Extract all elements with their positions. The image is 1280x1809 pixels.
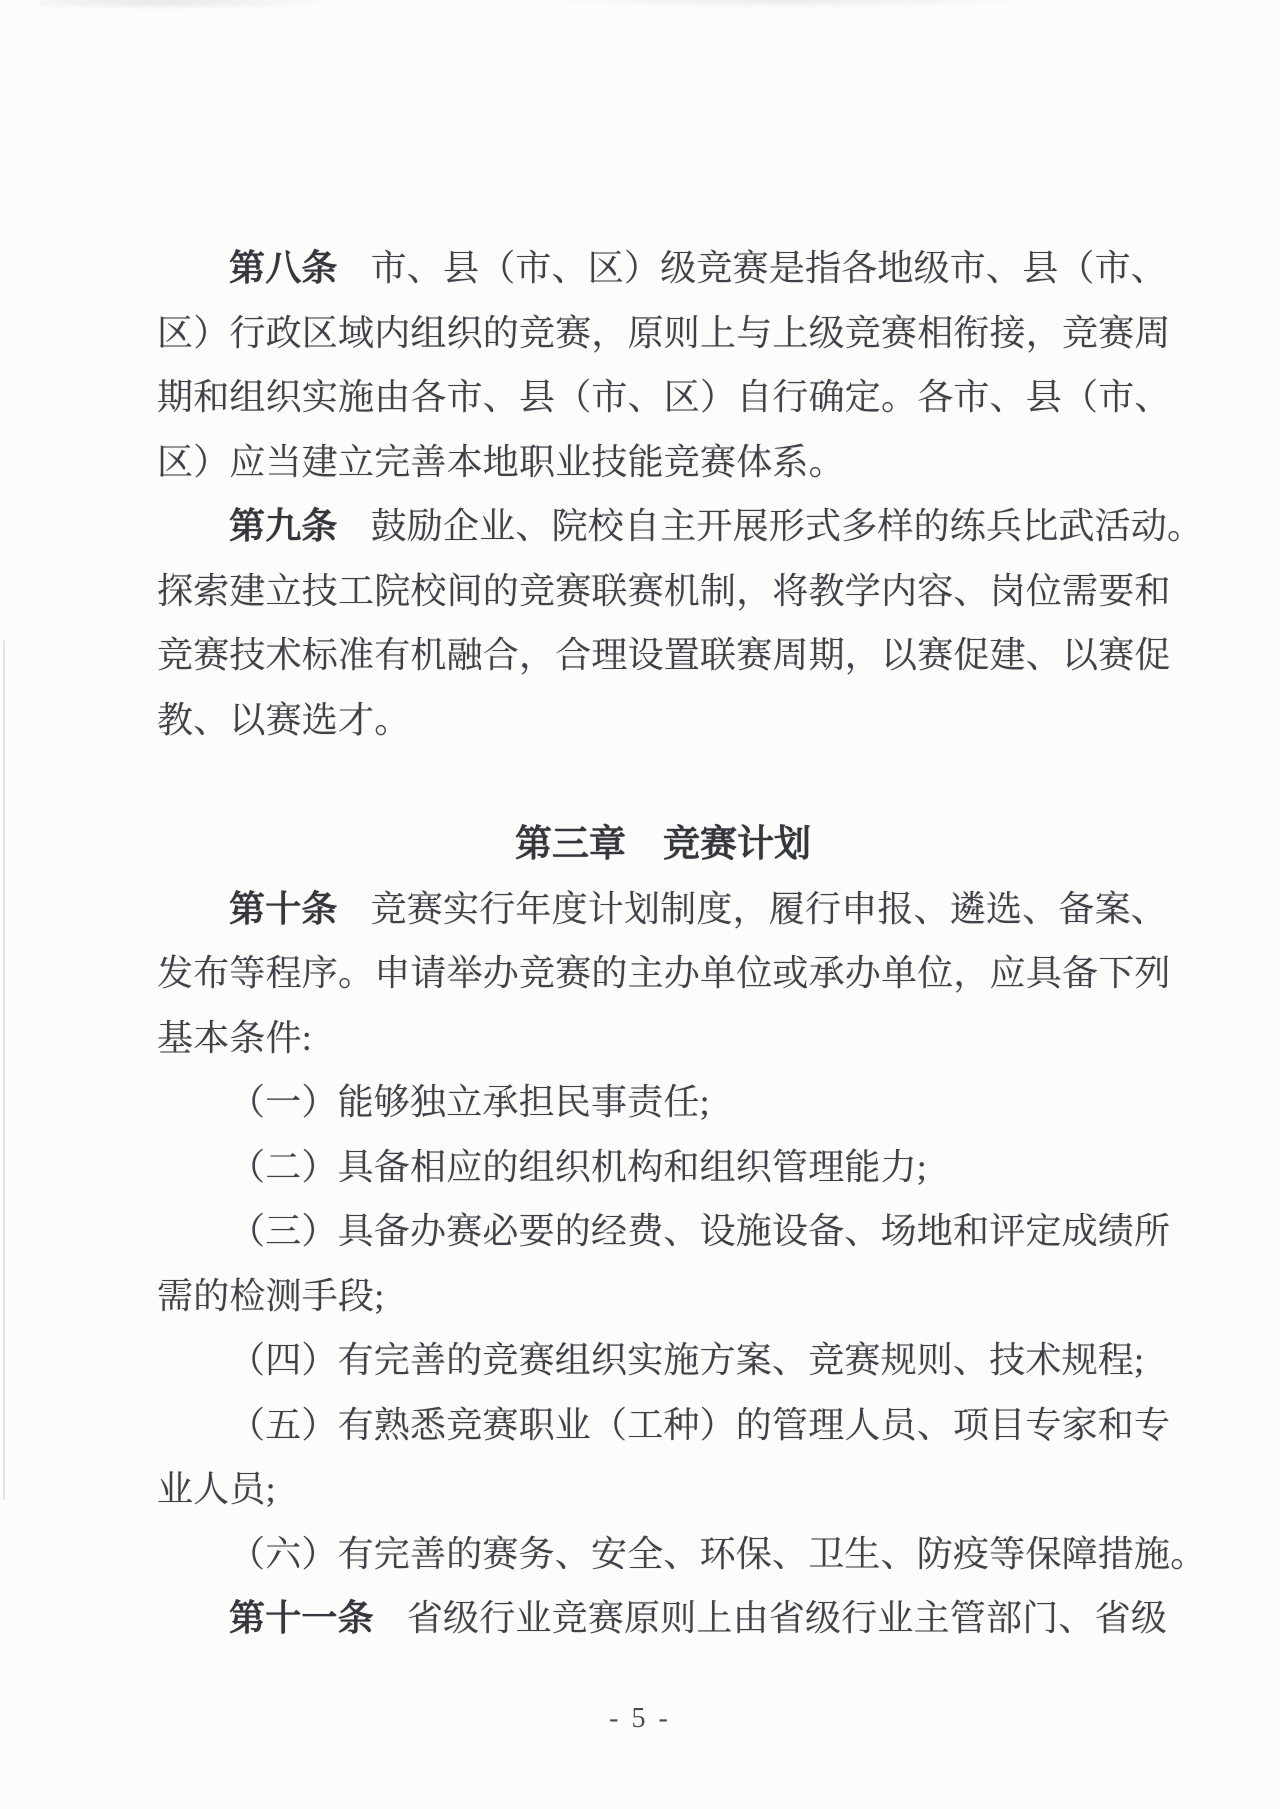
text-line <box>157 301 1169 366</box>
line-text: （四）有完善的竞赛组织实施方案、竞赛规则、技术规程; <box>229 1340 1145 1380</box>
line-text: （三）具备办赛必要的经费、设施设备、场地和评定成绩所 <box>229 1211 1171 1251</box>
text-line <box>157 236 1169 301</box>
scan-artifact <box>40 0 340 10</box>
line-text: 教、以赛选才。 <box>157 699 411 740</box>
line-text: （二）具备相应的组织机构和组织管理能力; <box>229 1146 928 1187</box>
text-line <box>157 941 1169 1006</box>
line-text: 业人员; <box>157 1469 276 1509</box>
text-line <box>157 365 1169 430</box>
text-line <box>157 494 1204 559</box>
text-line <box>157 1393 1169 1458</box>
article-number: 第八条 <box>229 247 338 288</box>
line-text: （五）有熟悉竞赛职业（工种）的管理人员、项目专家和专 <box>229 1404 1171 1445</box>
line-text: 竞赛实行年度计划制度，履行申报、遴选、备案、 <box>370 888 1168 929</box>
text-line <box>157 623 1169 688</box>
page-number: - 5 - <box>609 1703 671 1734</box>
line-text: 发布等程序。申请举办竞赛的主办单位或承办单位，应具备下列 <box>157 953 1171 993</box>
text-line <box>157 1135 1169 1200</box>
line-text: （一）能够独立承担民事责任; <box>229 1082 710 1122</box>
chapter-heading: 第三章 竞赛计划 <box>515 823 811 864</box>
line-text: （六）有完善的赛务、安全、环保、卫生、防疫等保障措施。 <box>229 1533 1207 1574</box>
line-text: 区）应当建立完善本地职业技能竞赛体系。 <box>157 441 845 482</box>
article-number: 第十条 <box>229 887 338 929</box>
line-text: 需的检测手段; <box>157 1275 385 1316</box>
text-line <box>157 1199 1169 1264</box>
document-body <box>157 236 1207 1651</box>
scan-artifact <box>3 640 5 1500</box>
text-line <box>157 1264 1169 1329</box>
line-text: 省级行业竞赛原则上由省级行业主管部门、省级 <box>406 1598 1168 1638</box>
text-line <box>157 1328 1169 1393</box>
line-text: 区）行政区域内组织的竞赛，原则上与上级竞赛相衔接，竞赛周 <box>157 312 1171 353</box>
line-text: 市、县（市、区）级竞赛是指各地级市、县（市、 <box>370 248 1168 288</box>
article-number: 第十一条 <box>229 1597 374 1638</box>
text-line <box>157 559 1169 624</box>
text-line <box>157 1070 1169 1135</box>
text-line <box>157 1457 1169 1522</box>
text-line <box>157 1586 1169 1651</box>
line-text: 探索建立技工院校间的竞赛联赛机制，将教学内容、岗位需要和 <box>157 570 1171 611</box>
scan-artifact <box>560 0 1020 8</box>
line-text: 期和组织实施由各市、县（市、区）自行确定。各市、县（市、 <box>157 377 1171 417</box>
text-line <box>157 1522 1207 1587</box>
text-line <box>157 688 1169 753</box>
text-line <box>157 430 1169 495</box>
line-text: 鼓励企业、院校自主开展形式多样的练兵比武活动。 <box>370 506 1204 546</box>
text-line <box>157 1006 1169 1071</box>
text-line <box>157 877 1169 942</box>
article-number: 第九条 <box>229 505 338 546</box>
line-text: 基本条件: <box>157 1017 313 1058</box>
line-text: 竞赛技术标准有机融合，合理设置联赛周期，以赛促建、以赛促 <box>157 635 1171 675</box>
